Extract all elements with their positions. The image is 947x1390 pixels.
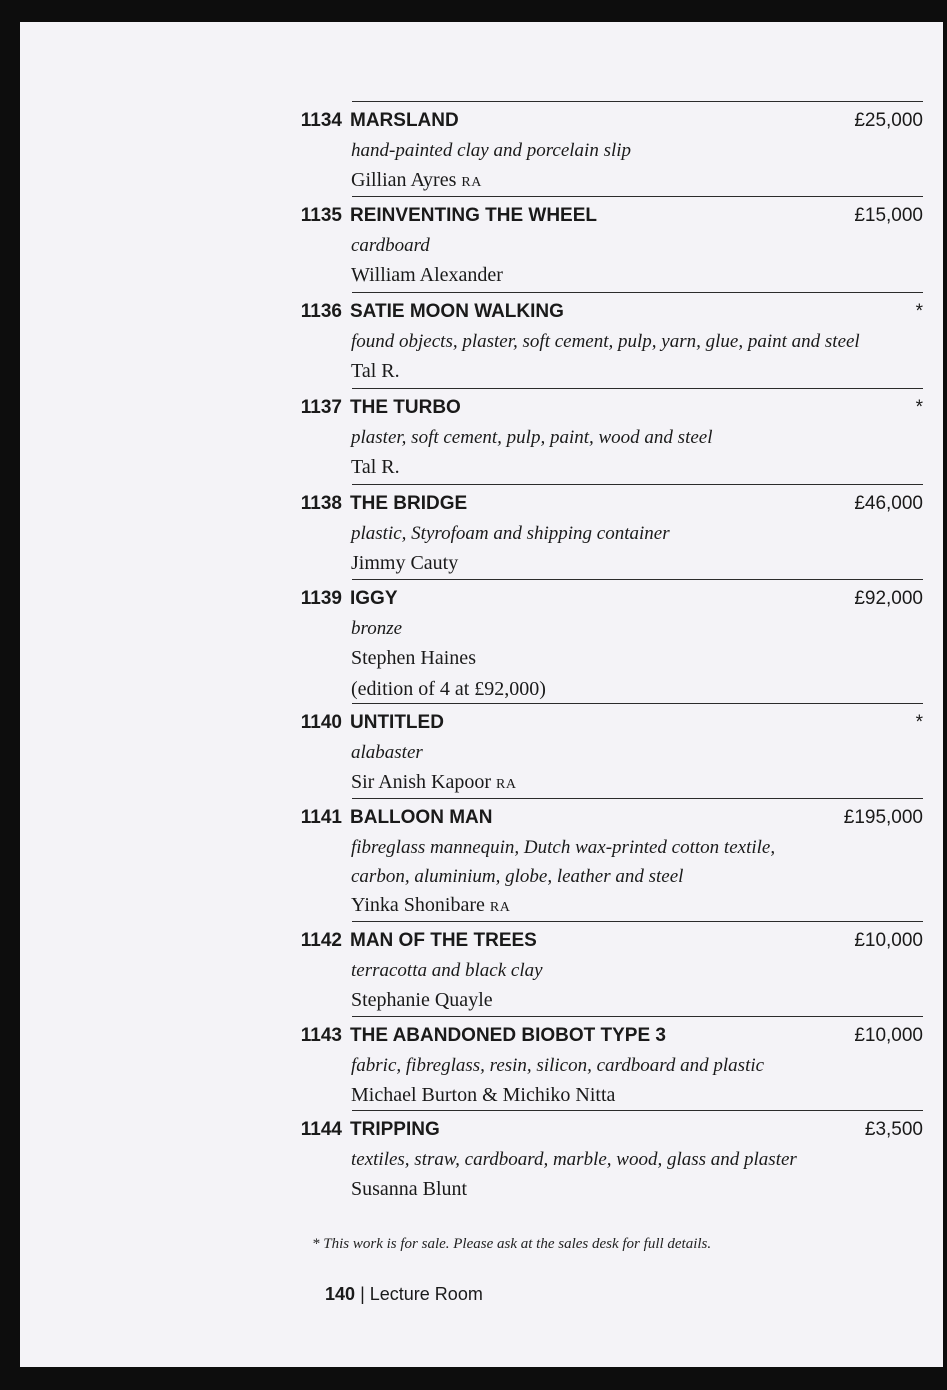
- entry-divider: [352, 1110, 923, 1111]
- entry-number: 1135: [300, 205, 342, 226]
- entry-price: *: [915, 397, 923, 418]
- catalog-list: [20, 22, 943, 1367]
- entry-price: £10,000: [854, 1025, 923, 1046]
- entry-number: 1140: [300, 712, 342, 733]
- entry-title: REINVENTING THE WHEEL: [350, 205, 598, 226]
- entry-divider: [352, 1016, 923, 1017]
- entry-artist: Stephanie Quayle: [351, 988, 493, 1011]
- catalog-page: [20, 22, 943, 1367]
- entry-number: 1142: [300, 930, 342, 951]
- entry-number: 1143: [300, 1025, 342, 1046]
- entry-artist: William Alexander: [351, 263, 503, 286]
- entry-price: *: [915, 712, 923, 733]
- entry-price: £92,000: [854, 588, 923, 609]
- entry-title: MAN OF THE TREES: [350, 930, 537, 951]
- entry-number: 1138: [300, 493, 342, 514]
- entry-artist: Michael Burton & Michiko Nitta: [351, 1083, 616, 1106]
- entry-artist: Tal R.: [351, 359, 400, 382]
- entry-number: 1136: [300, 301, 342, 322]
- entry-medium: bronze: [351, 618, 403, 639]
- entry-artist-suffix: RA: [496, 776, 517, 792]
- entry-number: 1139: [300, 588, 342, 609]
- entry-title: TRIPPING: [350, 1119, 440, 1140]
- entry-title: BALLOON MAN: [350, 807, 493, 828]
- entry-artist-suffix: RA: [461, 174, 482, 190]
- entry-number: 1144: [300, 1119, 342, 1140]
- entry-price: £25,000: [854, 110, 923, 131]
- entry-title: THE BRIDGE: [350, 493, 468, 514]
- entry-medium: hand-painted clay and porcelain slip: [351, 140, 632, 161]
- entry-divider: [352, 921, 923, 922]
- footer-separator: |: [360, 1284, 365, 1304]
- entry-title: THE TURBO: [350, 397, 461, 418]
- entry-artist: Jimmy Cauty: [351, 551, 459, 574]
- entry-medium: plaster, soft cement, pulp, paint, wood and steel: [351, 427, 713, 448]
- entry-title: UNTITLED: [350, 712, 444, 733]
- entry-price: £10,000: [854, 930, 923, 951]
- entry-number: 1134: [300, 110, 342, 131]
- entry-price: £3,500: [864, 1119, 923, 1140]
- entry-edition: (edition of 4 at £92,000): [351, 678, 546, 700]
- entry-price: *: [915, 301, 923, 322]
- entry-medium: plastic, Styrofoam and shipping container: [351, 523, 670, 544]
- entry-medium: terracotta and black clay: [351, 960, 543, 981]
- entry-title: IGGY: [350, 588, 398, 609]
- entry-price: £46,000: [854, 493, 923, 514]
- entry-title: THE ABANDONED BIOBOT TYPE 3: [350, 1025, 666, 1046]
- entry-artist-suffix: RA: [489, 900, 511, 915]
- entry-artist: Sir Anish Kapoor RA: [351, 770, 517, 793]
- page-number: 140: [325, 1284, 356, 1304]
- entry-medium: found objects, plaster, soft cement, pulp, yarn, glue, paint and steel: [351, 331, 860, 352]
- entry-artist: Tal R.: [351, 455, 400, 478]
- entry-number: 1141: [300, 807, 342, 828]
- entry-divider: [352, 292, 923, 293]
- entry-medium: cardboard: [351, 235, 430, 256]
- entry-divider: [352, 101, 923, 102]
- sale-footnote: * This work is for sale. Please ask at the sales desk for full details.: [312, 1236, 712, 1252]
- section-name: Lecture Room: [369, 1284, 483, 1304]
- entry-price: £15,000: [854, 205, 923, 226]
- entry-medium: textiles, straw, cardboard, marble, wood, glass and plaster: [351, 1149, 797, 1170]
- page-footer: [325, 1284, 483, 1305]
- entry-artist: Susanna Blunt: [351, 1177, 468, 1200]
- entry-divider: [352, 579, 923, 580]
- entry-price: £195,000: [843, 807, 923, 828]
- entry-artist: Gillian Ayres RA: [351, 168, 482, 191]
- entry-divider: [352, 798, 923, 799]
- entry-artist: Yinka Shonibare RA: [351, 894, 511, 916]
- entry-title: MARSLAND: [350, 110, 459, 131]
- entry-divider: [352, 703, 923, 704]
- entry-artist: Stephen Haines: [351, 646, 476, 669]
- entry-medium: fibreglass mannequin, Dutch wax-printed cotton textile, carbon, aluminium, globe, leather and steel: [351, 837, 776, 887]
- entry-title: SATIE MOON WALKING: [350, 301, 564, 322]
- entry-divider: [352, 484, 923, 485]
- entry-number: 1137: [300, 397, 342, 418]
- entry-medium: fabric, fibreglass, resin, silicon, cardboard and plastic: [351, 1055, 765, 1076]
- entry-medium: alabaster: [351, 742, 423, 763]
- entry-divider: [352, 388, 923, 389]
- entry-divider: [352, 196, 923, 197]
